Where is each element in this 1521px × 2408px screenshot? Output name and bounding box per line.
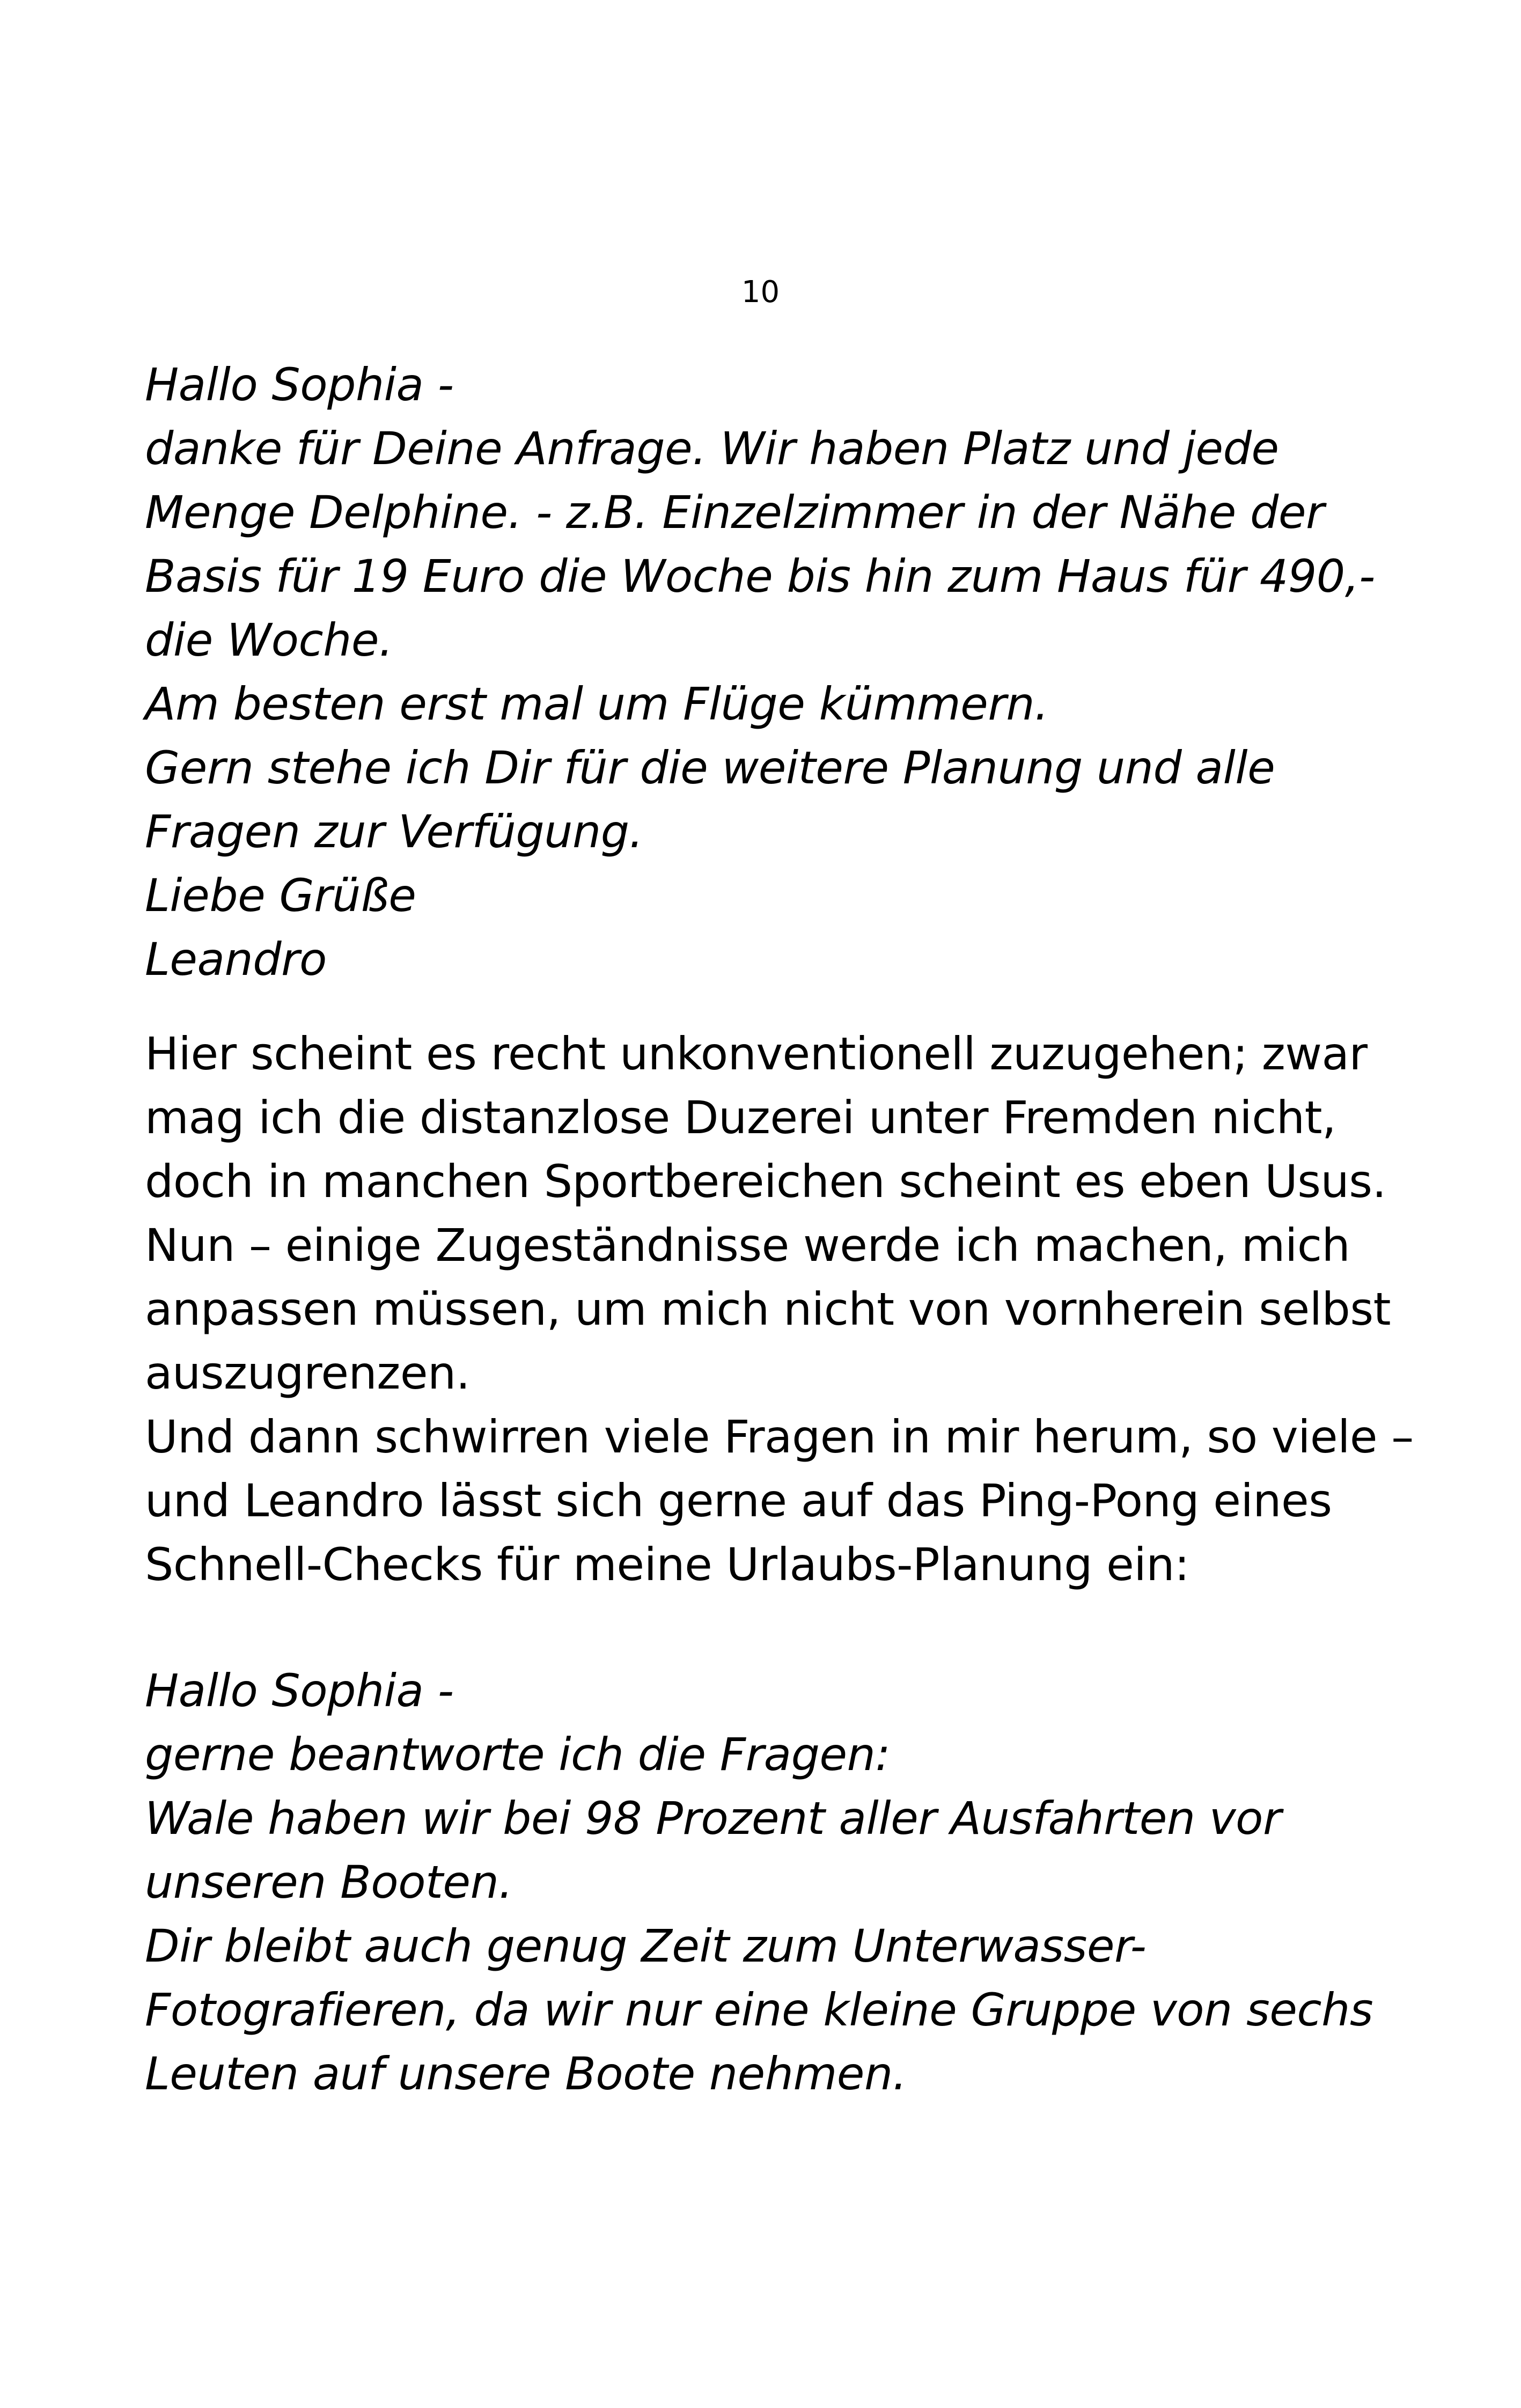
letter-line: Menge Delphine. - z.B. Einzelzimmer in der Nähe der (145, 486, 1325, 539)
narration-line: und Leandro lässt sich gerne auf das Ping-Pong eines (145, 1474, 1332, 1527)
narration-line: mag ich die distanzlose Duzerei unter Fremden nicht, (145, 1091, 1336, 1144)
letter-line: Fotografieren, da wir nur eine kleine Gruppe von sechs (145, 1984, 1373, 2036)
letter-greeting: Hallo Sophia - (145, 1664, 454, 1717)
narration-line: auszugrenzen. (145, 1347, 470, 1399)
narration-line: Schnell-Checks für meine Urlaubs-Planung ein: (145, 1538, 1189, 1591)
narration-line: Und dann schwirren viele Fragen in mir herum, so viele – (145, 1411, 1414, 1463)
letter-line: Wale haben wir bei 98 Prozent aller Ausfahrten vor (145, 1792, 1281, 1845)
letter-reply-2 (145, 1659, 1379, 2106)
letter-line: gerne beantworte ich die Fragen: (145, 1728, 891, 1781)
narration-line: Nun – einige Zugeständnisse werde ich machen, mich (145, 1219, 1350, 1272)
letter-signature: Leandro (145, 933, 327, 986)
letter-line: die Woche. (145, 614, 393, 666)
narration-line: anpassen müssen, um mich nicht von vornherein selbst (145, 1283, 1391, 1335)
narration-line: doch in manchen Sportbereichen scheint es eben Usus. (145, 1155, 1386, 1208)
letter-line: Gern stehe ich Dir für die weitere Planung und alle (145, 742, 1275, 794)
letter-line: Basis für 19 Euro die Woche bis hin zum Haus für 490,- (145, 550, 1375, 603)
letter-greeting: Hallo Sophia - (145, 358, 454, 411)
letter-line: Fragen zur Verfügung. (145, 805, 643, 858)
narration-line: Hier scheint es recht unkonventionell zuzugehen; zwar (145, 1027, 1368, 1080)
letter-line: danke für Deine Anfrage. Wir haben Platz und jede (145, 422, 1279, 475)
letter-closing: Liebe Grüße (145, 869, 416, 922)
narration-paragraph (145, 1022, 1414, 1597)
page-number: 10 (741, 275, 780, 310)
letter-line: Am besten erst mal um Flüge kümmern. (145, 678, 1049, 730)
letter-line: Leuten auf unsere Boote nehmen. (145, 2047, 907, 2100)
letter-line: Dir bleibt auch genug Zeit zum Unterwasser- (145, 1920, 1147, 1972)
letter-reply-1 (145, 353, 1379, 992)
letter-line: unseren Booten. (145, 1856, 513, 1908)
